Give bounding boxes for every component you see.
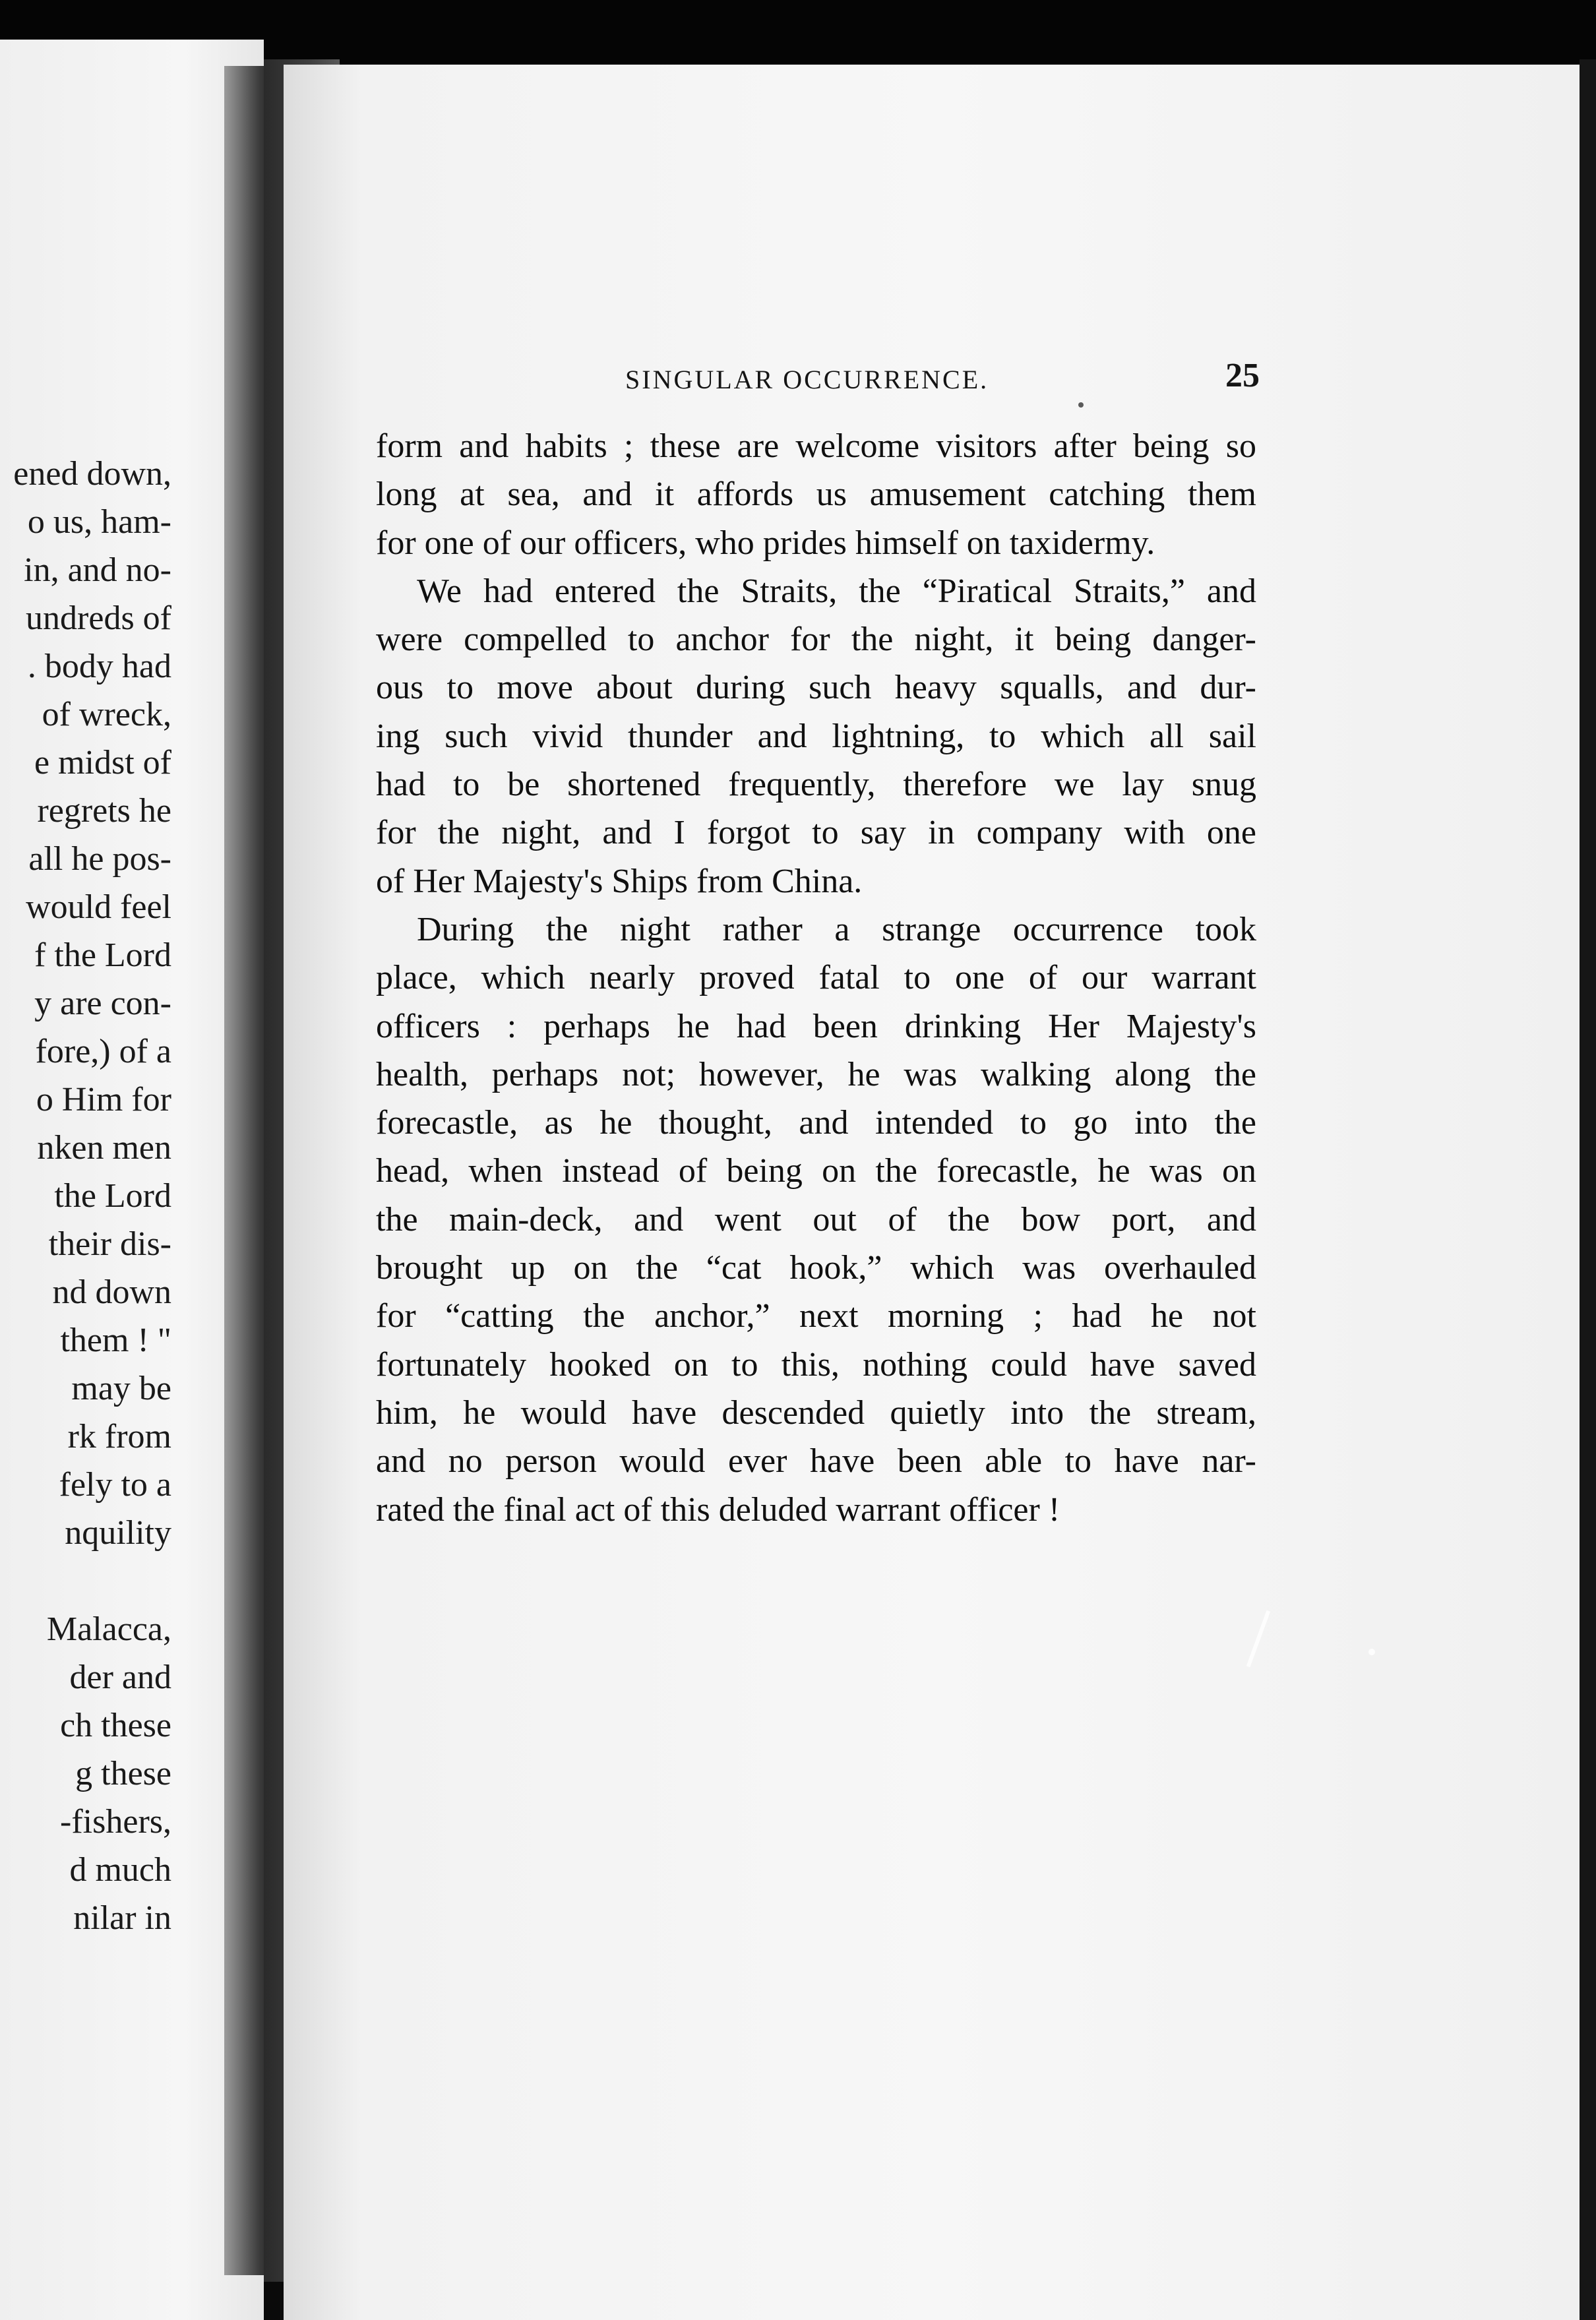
text-line: for the night, and I forgot to say in company with one: [376, 814, 1256, 852]
text-line: During the night rather a strange occurrence took: [417, 910, 1256, 948]
text-line: and no person would ever have been able to have nar-: [376, 1442, 1256, 1481]
left-page-line: e midst of: [34, 744, 171, 781]
text-line: place, which nearly proved fatal to one of our warrant: [376, 959, 1256, 997]
left-page-line: f the Lord: [34, 936, 171, 974]
left-page-line: them ! ": [60, 1322, 171, 1359]
text-line: forecastle, as he thought, and intended to go into the: [376, 1104, 1256, 1142]
text-line: officers : perhaps he had been drinking Her Majesty's: [376, 1007, 1256, 1045]
left-page-line: may be: [71, 1370, 171, 1407]
text-line: for one of our officers, who prides himself on taxidermy.: [376, 524, 1155, 562]
left-page-line: undreds of: [26, 599, 171, 637]
left-page-line: in, and no-: [24, 551, 171, 589]
text-line: rated the final act of this deluded warrant officer !: [376, 1490, 1060, 1529]
left-page-line: d much: [69, 1851, 171, 1889]
left-page-line: der and: [69, 1659, 171, 1696]
text-line: ing such vivid thunder and lightning, to which all sail: [376, 717, 1256, 755]
text-line: form and habits ; these are welcome visitors after being so: [376, 427, 1256, 465]
running-head: [376, 356, 1260, 402]
text-line: fortunately hooked on to this, nothing could have saved: [376, 1345, 1256, 1384]
left-page-line: -fishers,: [60, 1803, 171, 1841]
left-page-line: . body had: [27, 648, 171, 685]
left-page-line: nquility: [65, 1514, 171, 1552]
running-title: SINGULAR OCCURRENCE.: [625, 365, 989, 394]
paragraph: [376, 567, 1256, 905]
text-line: the main-deck, and went out of the bow port, and: [376, 1200, 1256, 1238]
text-line: of Her Majesty's Ships from China.: [376, 862, 863, 900]
page-number: 25: [1225, 357, 1260, 394]
left-page-line: rk from: [67, 1418, 171, 1455]
text-line: head, when instead of being on the forecastle, he was on: [376, 1152, 1256, 1190]
text-line: were compelled to anchor for the night, it being danger-: [376, 621, 1256, 659]
left-page-line: would feel: [26, 888, 171, 926]
left-page-line: o us, ham-: [27, 503, 171, 541]
text-line: health, perhaps not; however, he was walking along the: [376, 1055, 1256, 1093]
left-page-text: [0, 450, 171, 1942]
paragraph: [376, 422, 1256, 567]
text-line: ous to move about during such heavy squalls, and dur-: [376, 669, 1256, 707]
left-page-line: the Lord: [54, 1177, 171, 1215]
body-text: [376, 422, 1256, 1534]
left-page-line: nd down: [52, 1273, 171, 1311]
left-page-line: g these: [75, 1755, 171, 1792]
paragraph: [376, 905, 1256, 1534]
text-line: for “catting the anchor,” next morning ; had he not: [376, 1297, 1256, 1335]
left-page-line: ened down,: [13, 455, 171, 493]
left-page-line: fely to a: [59, 1466, 171, 1504]
text-line: We had entered the Straits, the “Piratical Straits,” and: [417, 572, 1256, 610]
left-page-line: ch these: [60, 1707, 171, 1744]
left-page-line: nken men: [37, 1129, 171, 1167]
left-page-line: fore,) of a: [35, 1033, 171, 1070]
left-page-line: nilar in: [73, 1899, 171, 1937]
left-page-line: of wreck,: [42, 696, 171, 733]
left-page-line: y are con-: [34, 985, 171, 1022]
left-page-line: regrets he: [37, 792, 171, 830]
left-page-line: all he pos-: [28, 840, 171, 878]
left-page-line: their dis-: [48, 1225, 171, 1263]
left-page-line: Malacca,: [46, 1610, 171, 1648]
text-line: long at sea, and it affords us amusement catching them: [376, 475, 1256, 514]
text-line: brought up on the “cat hook,” which was overhauled: [376, 1249, 1256, 1287]
text-line: had to be shortened frequently, therefore we lay snug: [376, 766, 1256, 804]
left-page-line: [0, 1557, 171, 1605]
text-line: him, he would have descended quietly into the stream,: [376, 1393, 1256, 1432]
left-page-line: o Him for: [36, 1081, 171, 1118]
scan-right-border: [1580, 59, 1596, 2320]
